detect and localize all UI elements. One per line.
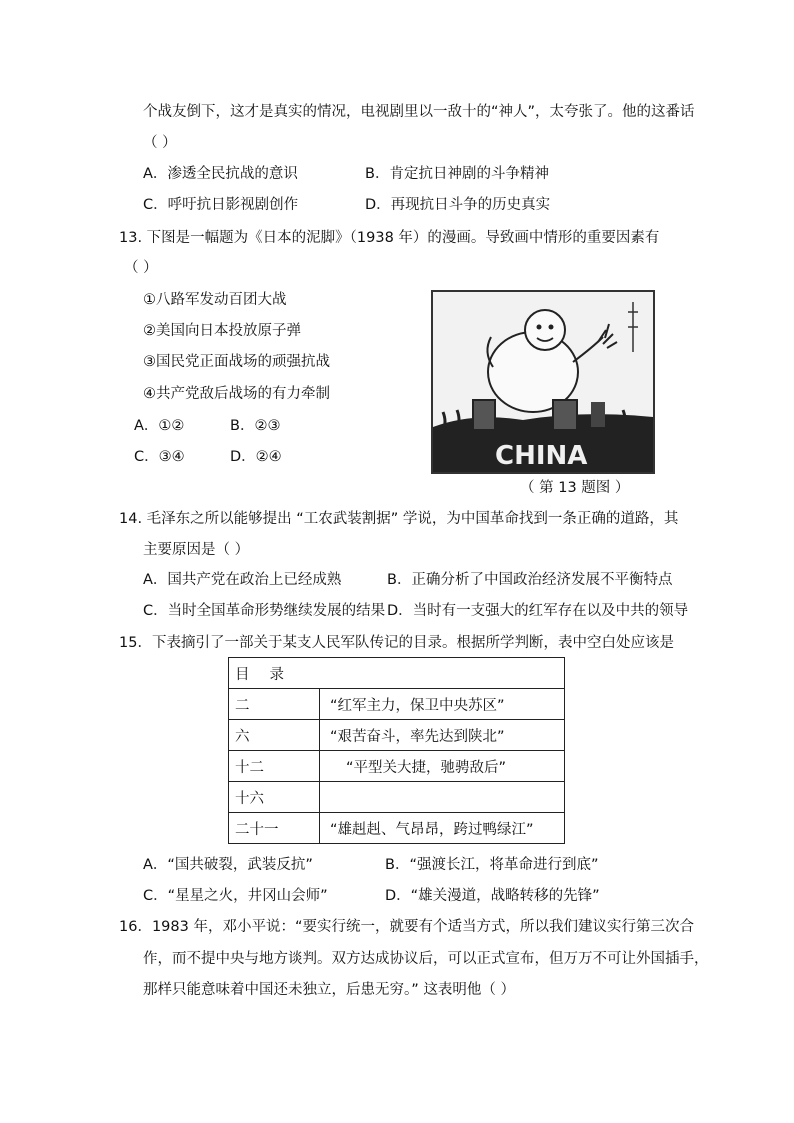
table-row	[229, 658, 565, 689]
q15-option-a: A．“国共破裂，武装反抗”	[143, 857, 313, 873]
q16-stem-line1: 16．1983 年，邓小平说：“要实行统一，就要有个适当方式，所以我们建议实行第三次合	[119, 919, 694, 935]
chapter-number: 十六	[229, 782, 320, 813]
chapter-number: 二	[229, 689, 320, 720]
q13-option-c: C．③④	[134, 449, 185, 465]
chapter-title: “艰苦奋斗，率先达到陕北”	[320, 720, 565, 751]
q12-stem-line2: （ ）	[143, 135, 177, 151]
q15-option-d: D．“雄关漫道，战略转移的先锋”	[385, 888, 600, 904]
q14-option-b: B．正确分析了中国政治经济发展不平衡特点	[387, 572, 673, 588]
chapter-title: “平型关大捷，驰骋敌后”	[320, 751, 565, 782]
chapter-title-blank	[320, 782, 565, 813]
q14-stem-line2: 主要原因是（ ）	[143, 542, 250, 558]
q13-option-a: A．①②	[134, 418, 185, 434]
japanese-mud-feet-cartoon	[433, 292, 653, 472]
q13-item-4: ④共产党敌后战场的有力牵制	[143, 386, 330, 402]
directory-table	[228, 657, 565, 844]
q13-option-d: D．②④	[230, 449, 282, 465]
chapter-title: “雄赳赳、气昂昂，跨过鸭绿江”	[320, 813, 565, 844]
q12-option-c: C．呼吁抗日影视剧创作	[143, 197, 299, 213]
q16-stem-line3: 那样只能意味着中国还未独立，后患无穷。” 这表明他（ ）	[143, 982, 515, 998]
q13-item-1: ①八路军发动百团大战	[143, 292, 287, 308]
table-header: 目录	[229, 658, 565, 689]
q13-stem-line1: 13. 下图是一幅题为《日本的泥脚》（1938 年）的漫画。导致画中情形的重要因素有	[119, 230, 660, 246]
table-row	[229, 720, 565, 751]
chapter-number: 二十一	[229, 813, 320, 844]
q15-option-c: C．“星星之火，井冈山会师”	[143, 888, 328, 904]
q15-stem: 15．下表摘引了一部关于某支人民军队传记的目录。根据所学判断，表中空白处应该是	[119, 635, 674, 651]
figure-caption: （ 第 13 题图 ）	[520, 480, 630, 496]
table-row	[229, 782, 565, 813]
q14-option-d: D．当时有一支强大的红军存在以及中共的领导	[387, 603, 689, 619]
q13-item-2: ②美国向日本投放原子弹	[143, 323, 301, 339]
q14-stem-line1: 14. 毛泽东之所以能够提出 “工农武装割据” 学说，为中国革命找到一条正确的道路，其	[119, 511, 679, 527]
q14-option-a: A．国共产党在政治上已经成熟	[143, 572, 342, 588]
q14-option-c: C．当时全国革命形势继续发展的结果	[143, 603, 386, 619]
q12-option-d: D．再现抗日斗争的历史真实	[365, 197, 551, 213]
q15-option-b: B．“强渡长江，将革命进行到底”	[385, 857, 599, 873]
china-label: CHINA	[495, 441, 588, 471]
chapter-number: 六	[229, 720, 320, 751]
chapter-number: 十二	[229, 751, 320, 782]
q13-option-b: B．②③	[230, 418, 281, 434]
q13-stem-line2: （ ）	[124, 260, 158, 276]
q12-option-b: B．肯定抗日神剧的斗争精神	[365, 166, 549, 182]
q13-item-3: ③国民党正面战场的顽强抗战	[143, 354, 330, 370]
q16-stem-line2: 作，而不提中央与地方谈判。双方达成协议后，可以正式宣布，但万万不可让外国插手，	[143, 951, 709, 967]
q12-stem-line1: 个战友倒下，这才是真实的情况，电视剧里以一敌十的“神人”，太夸张了。他的这番话	[143, 104, 695, 120]
table-row	[229, 751, 565, 782]
chapter-title: “红军主力，保卫中央苏区”	[320, 689, 565, 720]
cartoon-figure	[431, 290, 655, 474]
table-row	[229, 689, 565, 720]
q12-option-a: A．渗透全民抗战的意识	[143, 166, 298, 182]
table-row	[229, 813, 565, 844]
